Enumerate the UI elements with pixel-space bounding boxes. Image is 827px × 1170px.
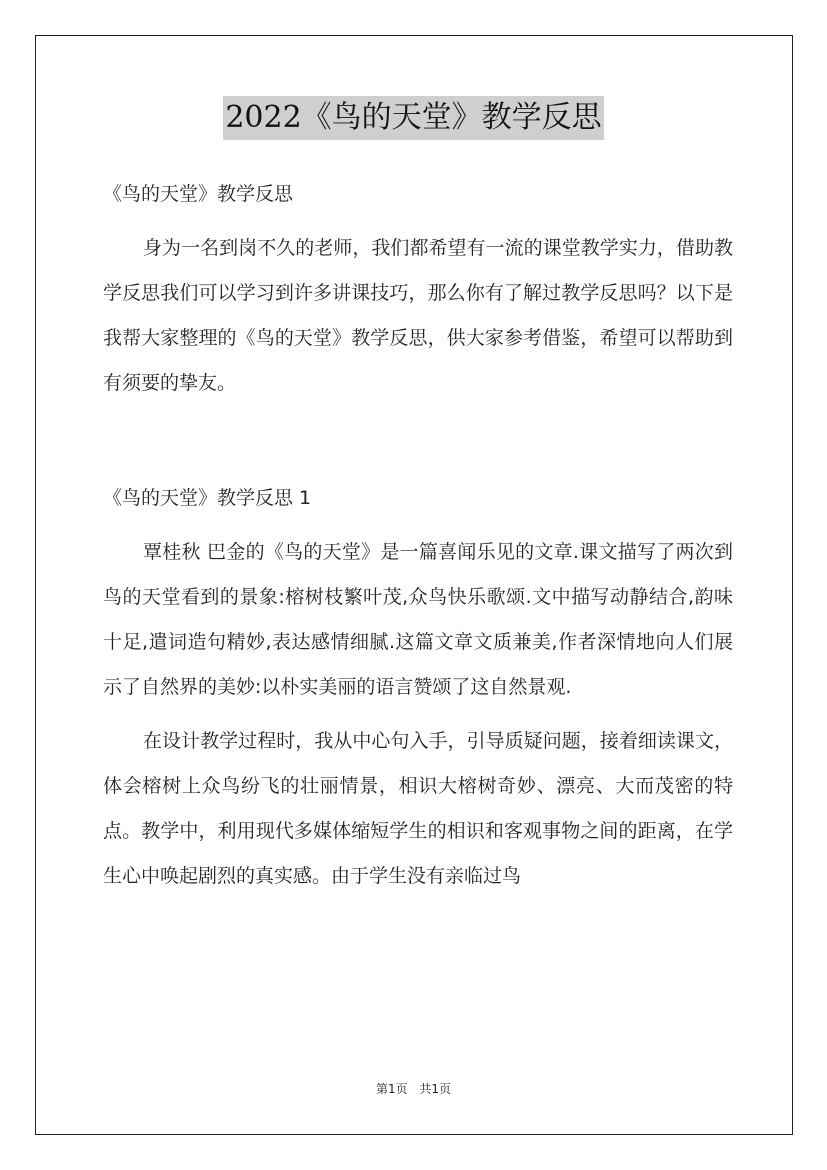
section-heading: 《鸟的天堂》教学反思 [103, 183, 294, 205]
body-paragraph: 在设计教学过程时，我从中心句入手，引导质疑问题，接着细读课文，体会榕树上众鸟纷飞的壮丽情景，相识大榕树奇妙、漂亮、大而茂密的特点。教学中，利用现代多媒体缩短学生的相识和客观事物之间的距离，在学生心中唤起剧烈的真实感。由于学生没有亲临过鸟 [103, 730, 733, 887]
document-title: 2022《鸟的天堂》教学反思 [223, 96, 603, 140]
page-footer [0, 1080, 827, 1097]
body-paragraph: 身为一名到岗不久的老师，我们都希望有一流的课堂教学实力，借助教学反思我们可以学习到许多讲课技巧，那么你有了解过教学反思吗？以下是我帮大家整理的《鸟的天堂》教学反思，供大家参考借鉴，希望可以帮助到有须要的挚友。 [103, 237, 733, 394]
section-heading: 《鸟的天堂》教学反思 1 [103, 487, 312, 509]
page-total: 共1页 [419, 1082, 452, 1096]
document-body [103, 172, 733, 899]
page-number: 第1页 [375, 1082, 408, 1096]
title-container [0, 96, 827, 140]
body-paragraph: 覃桂秋 巴金的《鸟的天堂》是一篇喜闻乐见的文章.课文描写了两次到鸟的天堂看到的景象:榕树枝繁叶茂,众鸟快乐歌颂.文中描写动静结合,韵味十足,遣词造句精妙,表达感情细腻.这篇文章文质兼美,作者深情地向人们展示了自然界的美妙:以朴实美丽的语言赞颂了这自然景观. [103, 541, 733, 698]
spacer [103, 406, 733, 476]
